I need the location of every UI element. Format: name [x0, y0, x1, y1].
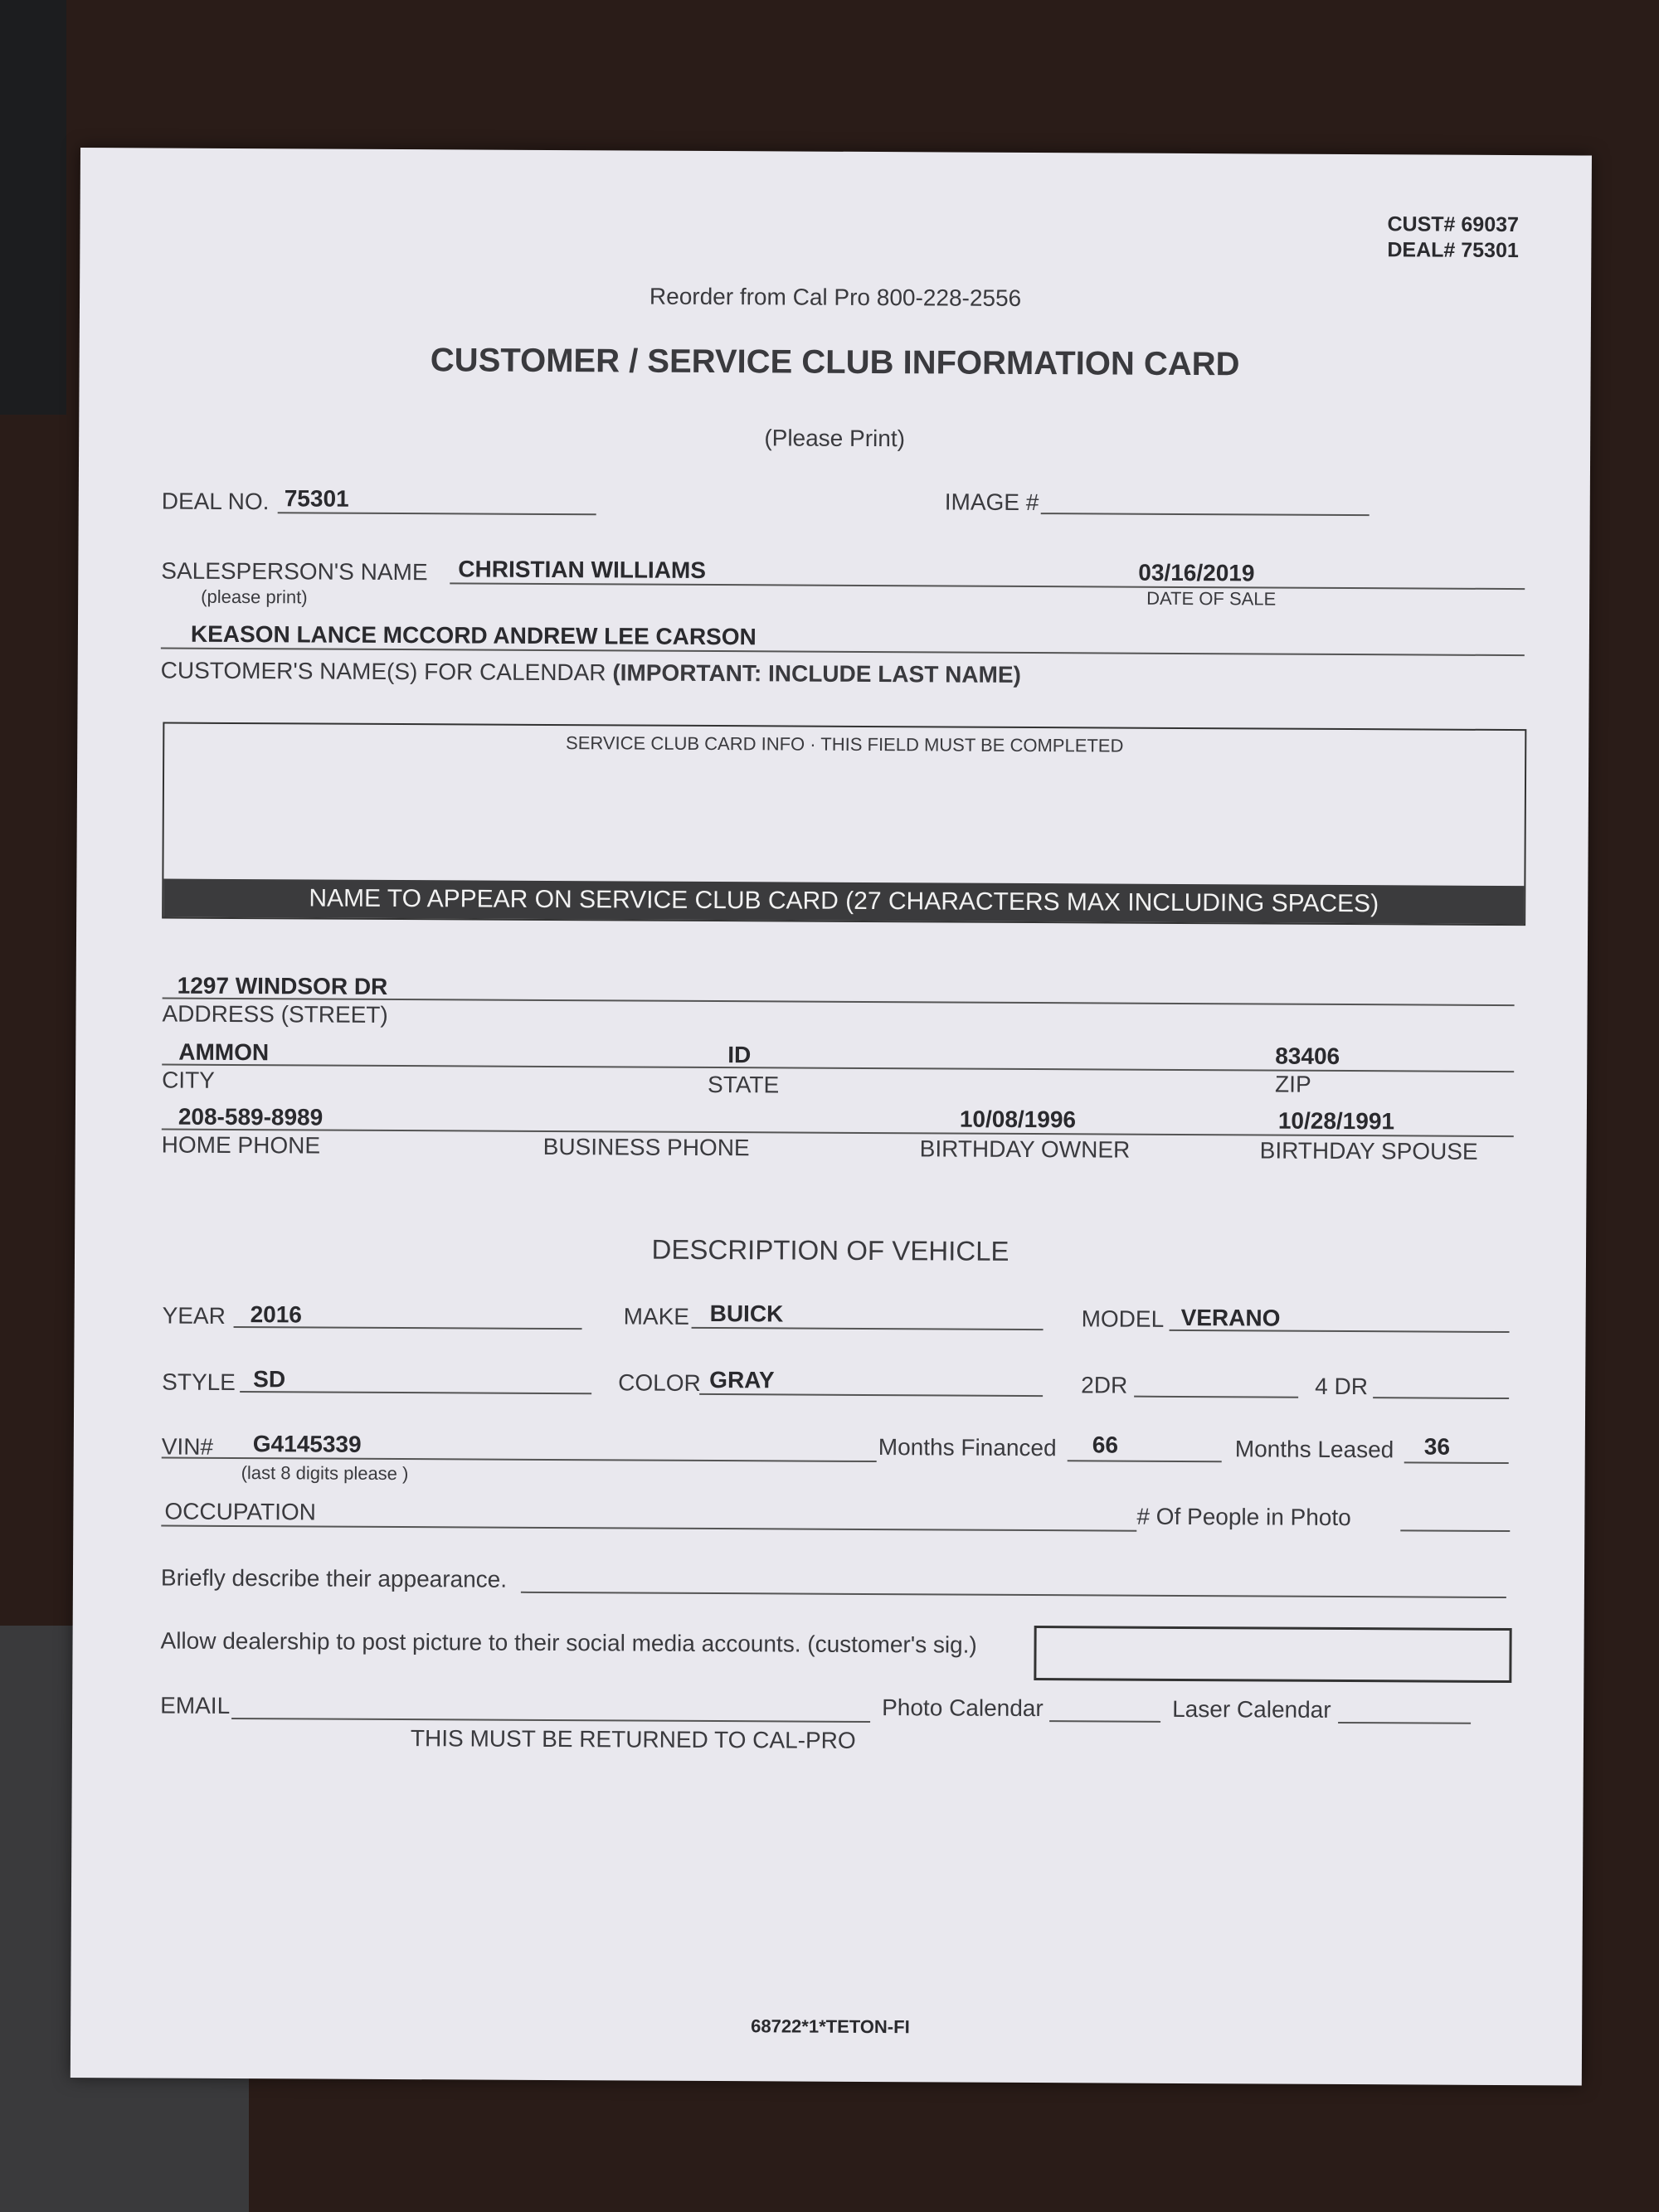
people-in-photo-line[interactable]	[1400, 1529, 1510, 1532]
year-line	[234, 1326, 582, 1330]
make-value[interactable]: BUICK	[709, 1300, 784, 1327]
footer-code: 68722*1*TETON-FI	[751, 2015, 910, 2038]
birthday-owner-value[interactable]: 10/08/1996	[959, 1106, 1077, 1133]
service-club-box[interactable]	[162, 722, 1526, 926]
date-of-sale-value[interactable]: 03/16/2019	[1138, 559, 1255, 586]
return-note: THIS MUST BE RETURNED TO CAL-PRO	[410, 1725, 856, 1753]
color-label: COLOR	[618, 1369, 701, 1396]
year-label: YEAR	[162, 1302, 226, 1329]
customer-names-line	[161, 648, 1525, 657]
deal-no-value[interactable]: 75301	[284, 485, 349, 512]
state-label: STATE	[708, 1071, 780, 1098]
home-phone-value[interactable]: 208-589-8989	[178, 1103, 324, 1130]
two-door-line[interactable]	[1134, 1396, 1298, 1398]
home-phone-label: HOME PHONE	[161, 1131, 321, 1159]
form-paper	[71, 148, 1592, 2086]
months-leased-value[interactable]: 36	[1423, 1433, 1451, 1460]
occupation-line[interactable]	[161, 1525, 1136, 1532]
model-line	[1170, 1330, 1510, 1333]
laser-calendar-line[interactable]	[1338, 1722, 1471, 1724]
birthday-spouse-label: BIRTHDAY SPOUSE	[1259, 1137, 1478, 1164]
customer-names-important: (IMPORTANT: INCLUDE LAST NAME)	[612, 659, 1021, 688]
city-label: CITY	[162, 1067, 215, 1093]
months-leased-line	[1404, 1461, 1509, 1464]
social-media-signature-box[interactable]	[1034, 1626, 1511, 1683]
image-label: IMAGE #	[944, 489, 1039, 516]
email-label: EMAIL	[160, 1692, 231, 1719]
deal-no-label: DEAL NO.	[161, 488, 270, 515]
two-door-label: 2DR	[1081, 1372, 1128, 1398]
zip-value[interactable]: 83406	[1275, 1043, 1340, 1069]
deal-no-line	[278, 512, 596, 515]
reorder-note: Reorder from Cal Pro 800-228-2556	[649, 283, 1022, 311]
four-door-label: 4 DR	[1315, 1373, 1369, 1400]
email-line[interactable]	[231, 1718, 870, 1723]
service-club-name-bar: NAME TO APPEAR ON SERVICE CLUB CARD (27 CHARACTERS MAX INCLUDING SPACES)	[163, 879, 1524, 925]
city-value[interactable]: AMMON	[178, 1038, 270, 1066]
social-media-label: Allow dealership to post picture to their social media accounts. (customer's sig.)	[160, 1627, 977, 1658]
photo-calendar-line[interactable]	[1049, 1720, 1160, 1723]
months-leased-label: Months Leased	[1234, 1436, 1394, 1463]
style-value[interactable]: SD	[253, 1366, 286, 1393]
customer-names-label	[161, 658, 1021, 688]
street-label: ADDRESS (STREET)	[162, 1000, 388, 1028]
make-line	[692, 1327, 1044, 1330]
occupation-label: OCCUPATION	[164, 1498, 317, 1525]
color-value[interactable]: GRAY	[709, 1366, 775, 1393]
months-financed-label: Months Financed	[878, 1434, 1057, 1461]
four-door-line[interactable]	[1373, 1397, 1509, 1399]
appearance-label: Briefly describe their appearance.	[160, 1564, 508, 1592]
salesperson-line	[450, 582, 1525, 590]
birthday-spouse-value[interactable]: 10/28/1991	[1277, 1107, 1395, 1135]
color-line	[699, 1393, 1043, 1397]
appearance-line[interactable]	[521, 1592, 1506, 1598]
people-in-photo-label: # Of People in Photo	[1136, 1503, 1351, 1531]
form-title: CUSTOMER / SERVICE CLUB INFORMATION CARD	[430, 342, 1240, 383]
image-line[interactable]	[1041, 513, 1370, 516]
state-value[interactable]: ID	[727, 1042, 752, 1068]
deal-number: DEAL# 75301	[1387, 238, 1519, 263]
service-club-box-header: SERVICE CLUB CARD INFO · THIS FIELD MUST BE COMPLETED	[566, 732, 1124, 756]
style-line	[240, 1391, 591, 1394]
photo-calendar-label: Photo Calendar	[882, 1694, 1044, 1722]
year-value[interactable]: 2016	[250, 1301, 303, 1328]
zip-label: ZIP	[1275, 1071, 1311, 1097]
vehicle-heading: DESCRIPTION OF VEHICLE	[651, 1233, 1010, 1266]
model-label: MODEL	[1081, 1305, 1165, 1332]
vin-note: (last 8 digits please )	[241, 1462, 409, 1485]
style-label: STYLE	[162, 1369, 236, 1395]
cust-number: CUST# 69037	[1387, 212, 1520, 237]
please-print-small: (please print)	[201, 586, 308, 608]
birthday-owner-label: BIRTHDAY OWNER	[919, 1135, 1131, 1163]
date-of-sale-label: DATE OF SALE	[1146, 587, 1277, 610]
vin-line	[162, 1457, 877, 1463]
salesperson-label: SALESPERSON'S NAME	[161, 557, 428, 586]
vin-label: VIN#	[161, 1433, 214, 1460]
make-label: MAKE	[623, 1303, 690, 1330]
laser-calendar-label: Laser Calendar	[1172, 1695, 1331, 1723]
salesperson-value[interactable]: CHRISTIAN WILLIAMS	[458, 556, 707, 583]
please-print-note: (Please Print)	[764, 425, 906, 452]
months-financed-line	[1068, 1460, 1222, 1462]
customer-names-value[interactable]: KEASON LANCE MCCORD ANDREW LEE CARSON	[190, 620, 757, 650]
background-edge	[0, 0, 66, 415]
model-value[interactable]: VERANO	[1180, 1304, 1281, 1331]
months-financed-value[interactable]: 66	[1092, 1432, 1119, 1458]
business-phone-label: BUSINESS PHONE	[542, 1133, 750, 1161]
vin-value[interactable]: G4145339	[252, 1431, 362, 1457]
street-value[interactable]: 1297 WINDSOR DR	[177, 972, 388, 999]
customer-names-label-text: CUSTOMER'S NAME(S) FOR CALENDAR	[160, 657, 606, 686]
